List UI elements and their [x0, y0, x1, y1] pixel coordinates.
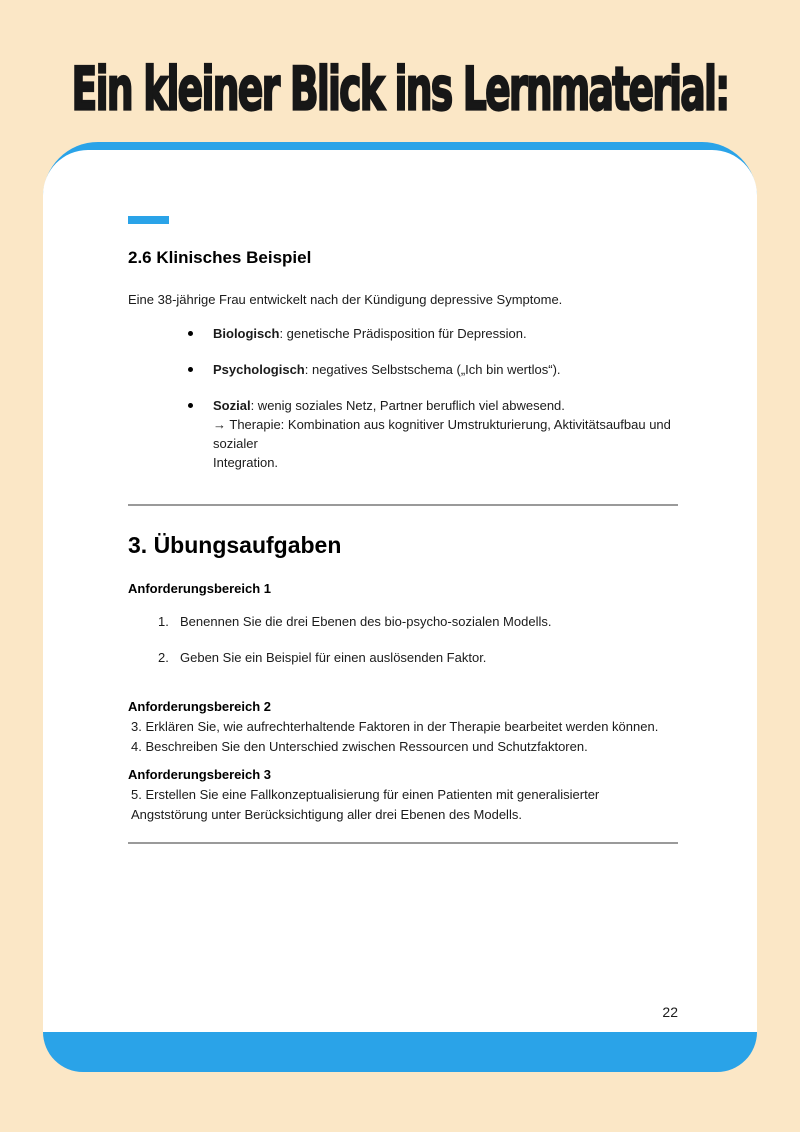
- bullet-marker: [188, 367, 193, 372]
- group-heading-1: Anforderungsbereich 1: [128, 581, 272, 596]
- footer-bar: [43, 1032, 757, 1072]
- bullet-text: : wenig soziales Netz, Partner beruflich viel abwesend.: [250, 398, 565, 413]
- divider: [128, 842, 678, 844]
- poster-title: Ein kleiner Blick ins Lernmaterial:: [71, 54, 729, 124]
- exercise-item-2: [128, 648, 678, 667]
- bullet-continuation-line: Integration.: [213, 455, 279, 470]
- bullet-label: Sozial: [213, 398, 251, 413]
- page-number: 22: [662, 1004, 678, 1020]
- exercise-group-3: [128, 785, 678, 825]
- exercise-item-1: [128, 612, 678, 631]
- bullet-marker: [188, 331, 193, 336]
- item-text: Benennen Sie die drei Ebenen des bio-psycho-sozialen Modells.: [180, 614, 552, 629]
- intro-paragraph: Eine 38-jährige Frau entwickelt nach der Kündigung depressive Symptome.: [128, 292, 563, 307]
- group-heading-3: Anforderungsbereich 3: [128, 767, 272, 782]
- document-card: [43, 142, 757, 1072]
- group-heading-2: Anforderungsbereich 2: [128, 699, 272, 714]
- bullet-item-biologisch: [128, 324, 678, 343]
- section-heading-exercises: 3. Übungsaufgaben: [128, 532, 342, 558]
- exercise-item-3: 3. Erklären Sie, wie aufrechterhaltende Faktoren in der Therapie bearbeitet werden können.: [131, 719, 659, 734]
- item-text: Geben Sie ein Beispiel für einen auslösenden Faktor.: [180, 650, 487, 665]
- bullet-item-sozial: [128, 396, 678, 472]
- bullet-label: Biologisch: [213, 326, 280, 341]
- exercise-item-5: 5. Erstellen Sie eine Fallkonzeptualisierung für einen Patienten mit generalisierter Angststörung unter Berücksichtigung aller drei Ebenen des Modells.: [131, 787, 600, 822]
- section-heading-clinical: 2.6 Klinisches Beispiel: [128, 248, 312, 267]
- bullet-item-psychologisch: [128, 360, 678, 379]
- item-number: 1.: [158, 614, 169, 629]
- exercise-group-2: [128, 717, 678, 757]
- bullet-text: : negatives Selbstschema („Ich bin wertlos“).: [304, 362, 561, 377]
- bullet-marker: [188, 403, 193, 408]
- accent-dash: [128, 216, 169, 224]
- exercise-item-4: 4. Beschreiben Sie den Unterschied zwischen Ressourcen und Schutzfaktoren.: [131, 739, 588, 754]
- item-number: 2.: [158, 650, 169, 665]
- divider: [128, 504, 678, 506]
- bullet-text: : genetische Prädisposition für Depression.: [279, 326, 527, 341]
- bullet-label: Psychologisch: [213, 362, 305, 377]
- bullet-continuation-line: → Therapie: Kombination aus kognitiver Umstrukturierung, Aktivitätsaufbau und sozialer: [213, 417, 671, 451]
- bullet-list: [128, 309, 678, 472]
- document-page: [43, 150, 757, 1032]
